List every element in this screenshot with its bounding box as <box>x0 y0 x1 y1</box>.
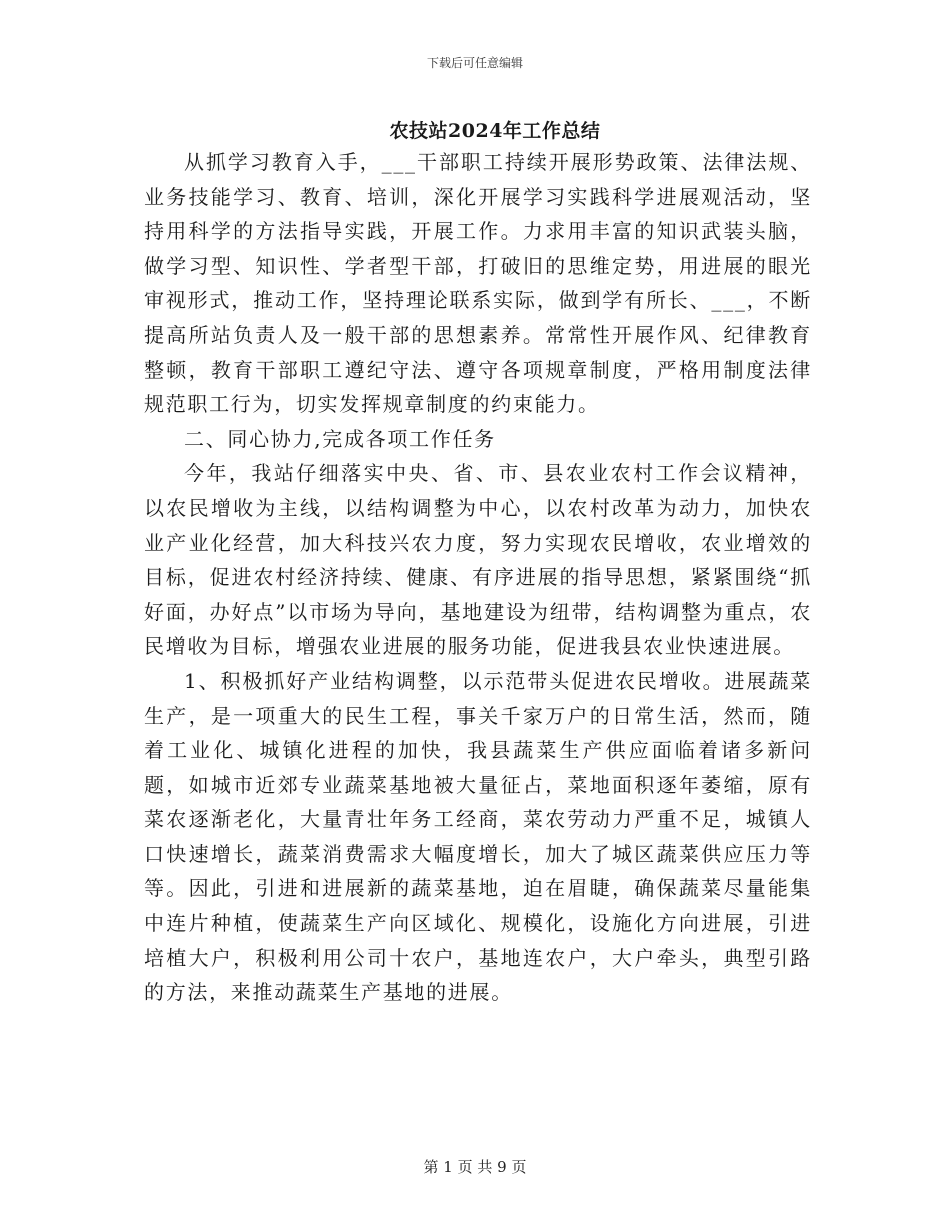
section-heading-cooperation: 二、同心协力,完成各项工作任务 <box>184 426 496 451</box>
paragraph-study-education: 从抓学习教育入手，___干部职工持续开展形势政策、法律法规、业务技能学习、教育、培训，深化开展学习实践科学进展观活动，坚持用科学的方法指导实践，开展工作。力求用丰富的知识武装头脑，做学习型、知识性、学者型干部，打破旧的思维定势，用进展的眼光审视形式，推动工作，坚持理论联系实际，做到学有所长、___，不断提高所站负责人及一般干部的思想素养。常常性开展作风、纪律教育整顿，教育干部职工遵纪守法、遵守各项规章制度，严格用制度法律规范职工行为，切实发挥规章制度的约束能力。 <box>144 150 812 417</box>
paragraph-annual-work: 今年，我站仔细落实中央、省、市、县农业农村工作会议精神，以农民增收为主线，以结构调整为中心，以农村改革为动力，加快农业产业化经营，加大科技兴农力度，努力实现农民增收，农业增效的目标，促进农村经济持续、健康、有序进展的指导思想，紧紧围绕“抓好面，办好点”以市场为导向，基地建设为纽带，结构调整为重点，农民增收为目标，增强农业进展的服务功能，促进我县农业快速进展。 <box>144 461 812 659</box>
document-body <box>144 145 812 1010</box>
header-note: 下载后可任意编辑 <box>426 56 523 70</box>
paragraph-industry-structure: 1、积极抓好产业结构调整，以示范带头促进农民增收。进展蔬菜生产，是一项重大的民生工程，事关千家万户的日常生活，然而，随着工业化、城镇化进程的加快，我县蔬菜生产供应面临着诸多新问题，如城市近郊专业蔬菜基地被大量征占，菜地面积逐年萎缩，原有菜农逐渐老化，大量青壮年务工经商，菜农劳动力严重不足，城镇人口快速增长，蔬菜消费需求大幅度增长，加大了城区蔬菜供应压力等等。因此，引进和进展新的蔬菜基地，迫在眉睫，确保蔬菜尽量能集中连片种植，使蔬菜生产向区域化、规模化，设施化方向进展，引进培植大户，积极利用公司十农户，基地连农户，大户牵头，典型引路的方法，来推动蔬菜生产基地的进展。 <box>144 668 812 1005</box>
document-title: 农技站2024年工作总结 <box>389 120 601 142</box>
page-indicator: 第 1 页 共 9 页 <box>423 1158 527 1176</box>
